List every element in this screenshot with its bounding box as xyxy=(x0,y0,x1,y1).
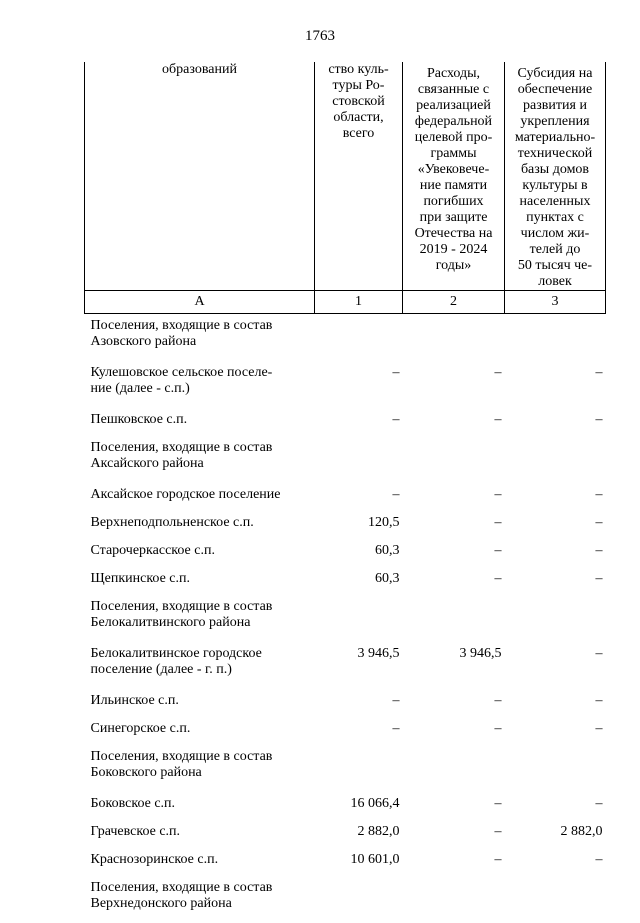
value-col-2 xyxy=(403,595,505,642)
row-name: Поселения, входящие в состав Белокалитвинского района xyxy=(90,599,273,630)
value-col-1: – xyxy=(392,487,400,502)
value-col-3 xyxy=(505,436,606,483)
table-row xyxy=(85,567,606,595)
value-col-2: – xyxy=(494,365,502,380)
table-row xyxy=(85,483,606,511)
header-col-2: Расходы, связанные с реализацией федеральной целевой про- граммы «Увековече- ние памяти погибших при защите Отечества на 2019 - 2024 годы» xyxy=(403,62,505,291)
value-col-2: – xyxy=(494,693,502,708)
value-col-2 xyxy=(403,314,505,362)
value-col-3 xyxy=(505,745,606,792)
value-col-3: – xyxy=(595,721,603,736)
value-col-2: – xyxy=(494,824,502,839)
row-name: Краснозоринское с.п. xyxy=(90,852,219,867)
row-name: Аксайское городское поселение xyxy=(90,487,281,502)
table-row xyxy=(85,689,606,717)
value-col-1 xyxy=(315,876,403,923)
header-col-1: ство куль- туры Ро- стовской области, всего xyxy=(315,62,403,291)
table-row xyxy=(85,848,606,876)
table-row xyxy=(85,717,606,745)
budget-table xyxy=(84,62,606,923)
row-name: Поселения, входящие в состав Азовского района xyxy=(90,318,273,349)
value-col-2: – xyxy=(494,412,502,427)
table-row xyxy=(85,745,606,792)
value-col-2 xyxy=(403,876,505,923)
value-col-1 xyxy=(315,745,403,792)
value-col-2: – xyxy=(494,796,502,811)
row-name: Синегорское с.п. xyxy=(90,721,191,736)
value-col-1 xyxy=(315,314,403,362)
value-col-2: – xyxy=(494,852,502,867)
row-name: Верхнеподпольненское с.п. xyxy=(90,515,254,530)
value-col-3: – xyxy=(595,487,603,502)
value-col-2: – xyxy=(494,721,502,736)
row-name: Поселения, входящие в состав Боковского района xyxy=(90,749,273,780)
row-name: Пешковское с.п. xyxy=(90,412,188,427)
value-col-1: – xyxy=(392,693,400,708)
header-col-3: Субсидия на обеспечение развития и укрепления материально- технической базы домов культуры в населенных пунктах с числом жи- телей до 50 тысяч че- ловек xyxy=(505,62,606,291)
table-row xyxy=(85,436,606,483)
value-col-2: – xyxy=(494,515,502,530)
row-name: Боковское с.п. xyxy=(90,796,176,811)
header-col-a: образований xyxy=(85,62,315,291)
value-col-3: – xyxy=(595,543,603,558)
value-col-2: 3 946,5 xyxy=(459,646,502,661)
row-name: Поселения, входящие в состав Аксайского района xyxy=(90,440,273,471)
value-col-2: – xyxy=(494,543,502,558)
value-col-3: – xyxy=(595,646,603,661)
row-name: Ильинское с.п. xyxy=(90,693,179,708)
table-row xyxy=(85,361,606,408)
table-row xyxy=(85,314,606,362)
value-col-1: 60,3 xyxy=(375,543,400,558)
value-col-3: – xyxy=(595,412,603,427)
row-name: Белокалитвинское городское поселение (далее - г. п.) xyxy=(90,646,262,677)
row-name: Поселения, входящие в состав Верхнедонского района xyxy=(90,880,273,911)
value-col-3 xyxy=(505,595,606,642)
value-col-3: – xyxy=(595,796,603,811)
value-col-3: – xyxy=(595,571,603,586)
column-number-a: А xyxy=(85,291,315,314)
table-row xyxy=(85,642,606,689)
table-row xyxy=(85,792,606,820)
value-col-3: – xyxy=(595,852,603,867)
value-col-2: – xyxy=(494,487,502,502)
value-col-1: 10 601,0 xyxy=(350,852,400,867)
column-number-1: 1 xyxy=(315,291,403,314)
table-row xyxy=(85,820,606,848)
row-name: Грачевское с.п. xyxy=(90,824,181,839)
row-name: Щепкинское с.п. xyxy=(90,571,191,586)
value-col-1: 120,5 xyxy=(368,515,400,530)
value-col-3: – xyxy=(595,693,603,708)
row-name: Старочеркасское с.п. xyxy=(90,543,215,558)
table-row xyxy=(85,539,606,567)
value-col-1: 2 882,0 xyxy=(357,824,400,839)
table-row xyxy=(85,511,606,539)
page-number: 1763 xyxy=(305,28,335,44)
value-col-2 xyxy=(403,436,505,483)
column-number-2: 2 xyxy=(403,291,505,314)
value-col-3: – xyxy=(595,515,603,530)
value-col-2 xyxy=(403,745,505,792)
value-col-1: 16 066,4 xyxy=(350,796,400,811)
value-col-1: – xyxy=(392,365,400,380)
value-col-1: 3 946,5 xyxy=(357,646,400,661)
value-col-1: – xyxy=(392,412,400,427)
value-col-1: 60,3 xyxy=(375,571,400,586)
table-row xyxy=(85,595,606,642)
value-col-3: – xyxy=(595,365,603,380)
value-col-3 xyxy=(505,876,606,923)
row-name: Кулешовское сельское поселе- ние (далее - с.п.) xyxy=(90,365,273,396)
value-col-1 xyxy=(315,436,403,483)
value-col-3: 2 882,0 xyxy=(560,824,603,839)
value-col-3 xyxy=(505,314,606,362)
value-col-1: – xyxy=(392,721,400,736)
value-col-1 xyxy=(315,595,403,642)
table-row xyxy=(85,408,606,436)
table-row xyxy=(85,876,606,923)
column-number-3: 3 xyxy=(505,291,606,314)
value-col-2: – xyxy=(494,571,502,586)
